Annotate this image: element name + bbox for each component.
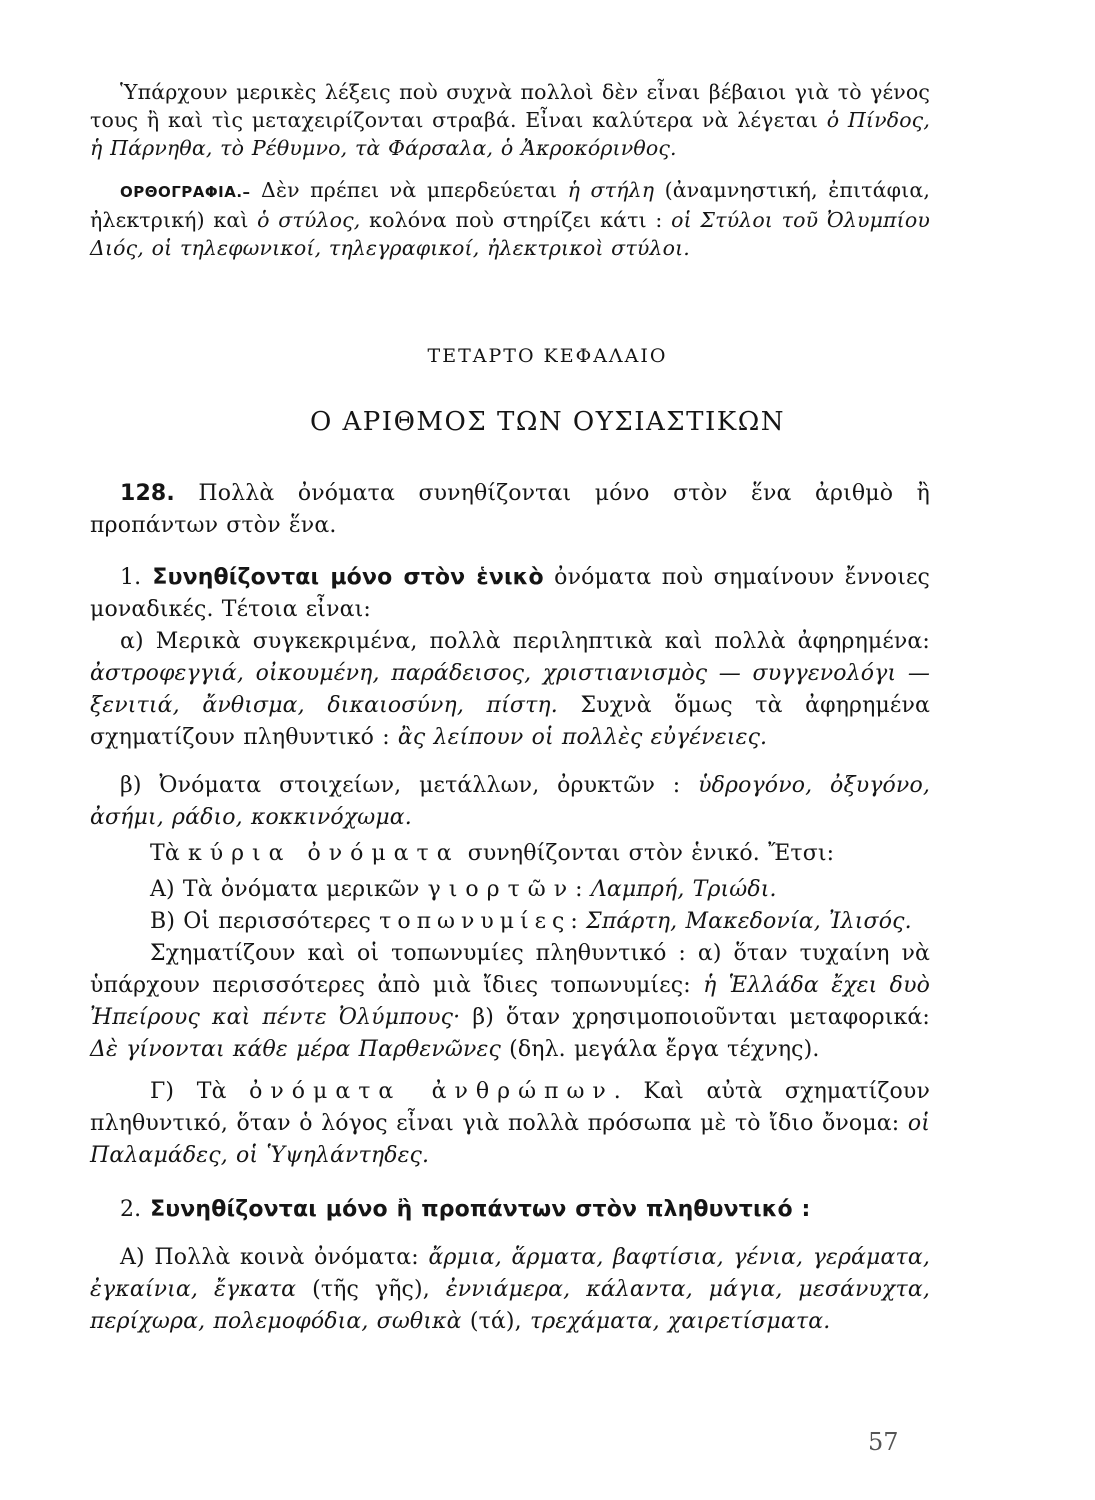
orthography-text-2: (ἀναμνηστική, ἐπιτάφια, ἠλεκτρική) καὶ bbox=[90, 178, 930, 232]
orthography-italic-3: οἱ Στύλοι τοῦ Ὀλυμπίου Διός, οἱ τηλεφωνικοί, τηλεγραφικοί, ἠλεκτρικοὶ στύλοι. bbox=[90, 208, 930, 260]
item-B-spaced: τοπωνυμίες bbox=[379, 909, 571, 934]
item-A-label: Α) bbox=[150, 877, 175, 902]
item-beta-label: β) bbox=[120, 773, 142, 798]
item-alpha-label: α) bbox=[120, 629, 144, 654]
item-G-label: Γ) bbox=[150, 1079, 175, 1104]
section-128-text: Πολλὰ ὀνόματα συνηθίζονται μόνο στὸν ἕνα ἀριθμὸ ἢ προπάντων στὸν ἕνα. bbox=[90, 481, 930, 538]
item-G-text-2: . Καὶ αὐτὰ σχηματίζουν πληθυντικό, ὅταν ὁ λόγος εἶναι γιὰ πολλὰ πρόσωπα μὲ τὸ ἴδιο ὄνομα: bbox=[90, 1079, 930, 1136]
item-A2-label: Α) bbox=[120, 1245, 145, 1270]
item-G-italic: οἱ Παλαμάδες, οἱ Ὑψηλάντηδες. bbox=[90, 1111, 930, 1168]
subsection-2-heading: Συνηθίζονται μόνο ἢ προπάντων στὸν πληθυντικό : bbox=[141, 1197, 811, 1222]
item-A2-text-3: (τά), bbox=[461, 1309, 530, 1334]
proper-names-spaced: κύρια ὀνόματα bbox=[187, 841, 460, 866]
item-G-text-1: Τὰ bbox=[174, 1079, 250, 1104]
item-alpha bbox=[90, 626, 930, 754]
item-beta bbox=[90, 770, 930, 834]
proper-names-paragraph bbox=[90, 838, 930, 870]
chapter-heading: ΤΕΤΑΡΤΟ ΚΕΦΑΛΑΙΟ bbox=[427, 345, 668, 367]
place-plural-text-2: β) ὅταν χρησιμοποιοῦνται μεταφορικά: bbox=[460, 1005, 930, 1030]
item-G-spaced: ὀνόματα ἀνθρώπων bbox=[249, 1079, 614, 1104]
intro-italic: ὁ Πίνδος, ἡ Πάρνηθα, τὸ Ρέθυμνο, τὰ Φάρσαλα, ὁ Ἀκροκόρινθος. bbox=[90, 108, 930, 160]
orthography-label: ΟΡΘΟΓΡΑΦΙΑ.– bbox=[120, 183, 251, 201]
item-G bbox=[90, 1076, 930, 1172]
item-alpha-text-2: Συχνὰ ὅμως τὰ ἀφηρημένα σχηματίζουν πληθυντικό : bbox=[90, 693, 930, 750]
section-128-number: 128. bbox=[120, 481, 175, 506]
orthography-text-1: Δὲν πρέπει νὰ μπερδεύεται bbox=[250, 178, 568, 202]
item-A-text: Τὰ ὀνόματα μερικῶν bbox=[174, 877, 428, 902]
place-plural-italic-2: Δὲ γίνονται κάθε μέρα Παρθενῶνες bbox=[90, 1037, 501, 1062]
item-A2 bbox=[90, 1242, 930, 1338]
place-plural-italic-1: ἡ Ἑλλάδα ἔχει δυὸ Ἠπείρους καὶ πέντε Ὀλύμπους· bbox=[90, 973, 930, 1030]
intro-paragraph bbox=[90, 78, 930, 162]
subsection-1 bbox=[90, 562, 930, 626]
item-A-spaced: γιορτῶν bbox=[427, 877, 576, 902]
orthography-italic-2: ὁ στύλος, bbox=[257, 208, 361, 232]
item-A2-italic-2: ἐννιάμερα, κάλαντα, μάγια, μεσάνυχτα, περίχωρα, πολεμοφόδια, σωθικὰ bbox=[90, 1277, 930, 1334]
item-A2-italic: ἄρμια, ἅρματα, βαφτίσια, γένια, γεράματα, ἐγκαίνια, ἔγκατα bbox=[90, 1245, 930, 1302]
proper-names-text-1: Τὰ bbox=[150, 841, 188, 866]
item-A bbox=[90, 874, 930, 906]
subsection-2 bbox=[90, 1194, 930, 1226]
subsection-2-number: 2. bbox=[120, 1197, 142, 1222]
item-beta-text: Ὀνόματα στοιχείων, μετάλλων, ὀρυκτῶν : bbox=[141, 773, 699, 798]
place-plural-paragraph bbox=[90, 938, 930, 1066]
item-A2-text: Πολλὰ κοινὰ ὀνόματα: bbox=[144, 1245, 429, 1270]
item-A2-text-2: (τῆς γῆς), bbox=[296, 1277, 446, 1302]
item-alpha-italic-2: ἂς λείπουν οἱ πολλὲς εὐγένειες. bbox=[397, 725, 768, 750]
chapter-title: Ο ΑΡΙΘΜΟΣ ΤΩΝ ΟΥΣΙΑΣΤΙΚΩΝ bbox=[309, 407, 786, 437]
section-128 bbox=[90, 478, 930, 542]
item-alpha-italic: ἀστροφεγγιά, οἰκουμένη, παράδεισος, χριστιανισμὸς — συγγενολόγι — ξενιτιά, ἄνθισμα, δικαιοσύνη, πίστη. bbox=[90, 661, 930, 718]
proper-names-text-2: συνηθίζονται στὸν ἑνικό. Ἔτσι: bbox=[459, 841, 835, 866]
place-plural-text-3: (δηλ. μεγάλα ἔργα τέχνης). bbox=[500, 1037, 820, 1062]
item-A-colon: : bbox=[575, 877, 591, 902]
place-plural-text-1: Σχηματίζουν καὶ οἱ τοπωνυμίες πληθυντικό : α) ὅταν τυχαίνη νὰ ὑπάρχουν περισσότερες ἀπὸ μιὰ ἴδιες τοπωνυμίες: bbox=[90, 941, 930, 998]
orthography-italic-1: ἡ στήλη bbox=[567, 178, 655, 202]
item-B bbox=[90, 906, 930, 938]
orthography-text-3: κολόνα ποὺ στηρίζει κάτι : bbox=[360, 208, 672, 232]
intro-text: Ὑπάρχουν μερικὲς λέξεις ποὺ συχνὰ πολλοὶ δὲν εἶναι βέβαιοι γιὰ τὸ γένος τους ἢ καὶ τὶς μεταχειρίζονται στραβά. Εἶναι καλύτερα νὰ λέγεται bbox=[90, 80, 930, 132]
item-B-italic: Σπάρτη, Μακεδονία, Ἰλισός. bbox=[586, 909, 912, 934]
subsection-1-number: 1. bbox=[120, 565, 142, 590]
item-B-colon: : bbox=[570, 909, 587, 934]
item-B-label: Β) bbox=[150, 909, 176, 934]
subsection-1-heading: Συνηθίζονται μόνο στὸν ἑνικὸ bbox=[141, 565, 544, 590]
page-number: 57 bbox=[868, 1428, 899, 1456]
orthography-paragraph bbox=[90, 176, 930, 262]
subsection-1-text: ὀνόματα ποὺ σημαίνουν ἔννοιες μοναδικές. Τέτοια εἶναι: bbox=[90, 565, 930, 622]
item-B-text: Οἱ περισσότερες bbox=[175, 909, 380, 934]
item-A-italic: Λαμπρή, Τριώδι. bbox=[590, 877, 777, 902]
item-A2-italic-3: τρεχάματα, χαιρετίσματα. bbox=[529, 1309, 831, 1334]
item-alpha-text: Μερικὰ συγκεκριμένα, πολλὰ περιληπτικὰ καὶ πολλὰ ἀφηρημένα: bbox=[143, 629, 930, 654]
item-beta-italic: ὑδρογόνο, ὀξυγόνο, ἀσήμι, ράδιο, κοκκινόχωμα. bbox=[90, 773, 930, 830]
